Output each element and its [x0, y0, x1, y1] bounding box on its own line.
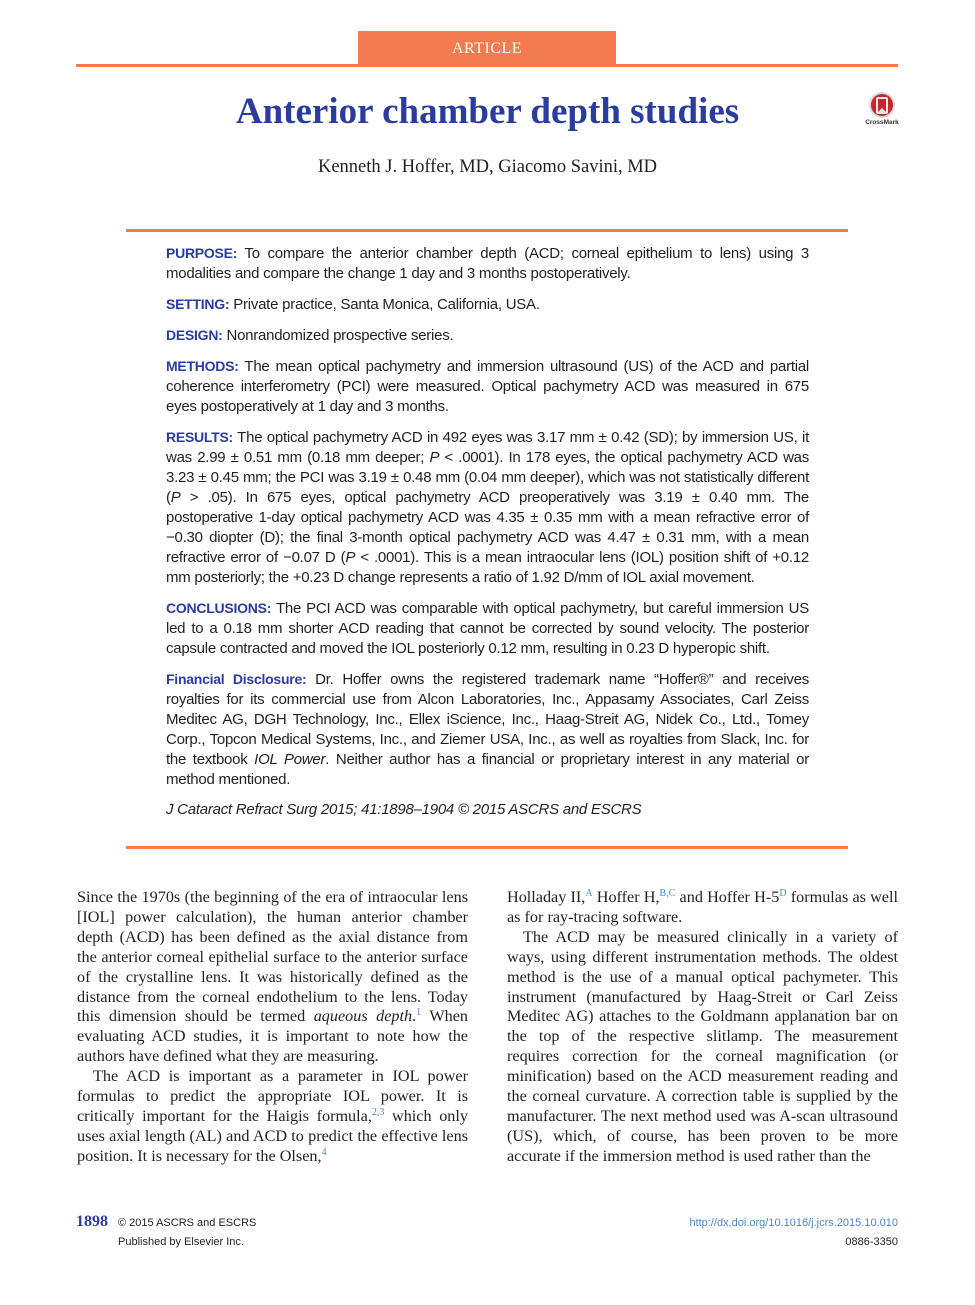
article-type-tab: ARTICLE [358, 31, 616, 65]
financial-text: . Neither author has a financial or proprietary interest in any material or method mentioned. [166, 751, 809, 788]
abstract-design [166, 325, 809, 346]
reference-link[interactable]: 1 [416, 1007, 422, 1019]
body-paragraph: The ACD may be measured clinically in a variety of ways, using different instrumentation methods. The oldest method is the use of a manual optical pachymeter. This instrument (manufactured by Haag-Streit or Carl Zeiss Meditec AG) attaches to the Goldmann applanation bar on the top of the respective slitlamp. The measurement requires correction for the corneal magnification (or minification) based on the ACD measurement reading and the corneal curvature. A correction table is supplied by the manufacturer. The next method used was A-scan ultrasound (US), which, of course, has been proven to be more accurate if the immersion method is used rather than the [507, 927, 898, 1165]
emphasis-term: aqueous depth [313, 1007, 413, 1026]
body-paragraph [507, 888, 898, 928]
abstract-setting [166, 294, 809, 315]
abstract-methods [166, 356, 809, 417]
results-text: > .05). In 675 eyes, optical pachymetry ACD preoperatively was 3.19 ± 0.40 mm. The postoperative 1-day optical pachymetry ACD was 4.35 ± 0.35 mm with a mean refractive error of −0.30 diopter (D); the final 3-month optical pachymetry ACD was 4.47 ± 0.31 mm, with a mean refractive error of −0.07 D ( [166, 489, 809, 566]
body-text: Holladay II, [507, 888, 586, 906]
body-text: Hoffer H, [592, 888, 660, 906]
abstract-results [166, 427, 809, 588]
issn: 0886-3350 [845, 1236, 898, 1248]
reference-link[interactable]: A [585, 888, 593, 899]
reference-link[interactable]: D [779, 888, 787, 899]
body-text: The ACD is important as a parameter in IOL power formulas to predict the appropriate IOL power. It is critically important for the Haigis formula, [77, 1067, 468, 1125]
financial-disclosure [166, 669, 809, 790]
setting-text: Private practice, Santa Monica, California, USA. [229, 296, 540, 313]
results-label: RESULTS: [166, 429, 233, 445]
p-value-symbol: P [429, 449, 440, 466]
abstract-bottom-rule [126, 846, 848, 849]
purpose-label: PURPOSE: [166, 245, 238, 261]
reference-link[interactable]: 2,3 [371, 1106, 385, 1118]
page-number: 1898 [76, 1213, 108, 1230]
footer-copyright: © 2015 ASCRS and ESCRS [118, 1217, 257, 1229]
header-rule [76, 64, 898, 67]
reference-link[interactable]: 4 [321, 1146, 327, 1158]
body-paragraph [77, 1067, 468, 1167]
body-text: When evaluating ACD studies, it is important to note how the authors have defined what they are measuring. [77, 1007, 469, 1066]
journal-citation: J Cataract Refract Surg 2015; 41:1898–1904 © 2015 ASCRS and ESCRS [166, 801, 642, 818]
methods-label: METHODS: [166, 358, 239, 374]
body-column-left [77, 888, 468, 1167]
body-text: which only uses axial length (AL) and ACD to predict the effective lens position. It is necessary for the Olsen, [77, 1106, 468, 1165]
abstract [166, 243, 809, 830]
book-title: IOL Power [254, 751, 326, 768]
design-text: Nonrandomized prospective series. [222, 327, 454, 344]
results-text: The optical pachymetry ACD in 492 eyes was 3.17 mm ± 0.42 (SD); by immersion US, it was 2.99 ± 0.51 mm (0.18 mm deeper; [166, 429, 809, 466]
abstract-purpose [166, 243, 809, 284]
abstract-top-rule [126, 229, 848, 232]
methods-text: The mean optical pachymetry and immersion ultrasound (US) of the ACD and partial coherence interferometry (PCI) were measured. Optical pachymetry ACD was measured in 675 eyes postoperatively at 1 day and 3 months. [166, 358, 809, 415]
financial-label: Financial Disclosure: [166, 671, 307, 687]
footer-publisher: Published by Elsevier Inc. [118, 1236, 244, 1248]
financial-text: Dr. Hoffer owns the registered trademark name “Hoffer®” and receives royalties for its commercial use from Alcon Laboratories, Inc., Appasamy Associates, Carl Zeiss Meditec AG, DGH Technology, Inc., Ellex iScience, Inc., Haag-Streit AG, Nidek Co., Ltd., Tomey Corp., Topcon Medical Systems, Inc., and Ziemer USA, Inc., as well as royalties from Slack, Inc. for the textbook [166, 671, 809, 768]
results-text: < .0001). This is a mean intraocular lens (IOL) position shift of +0.12 mm posteriorly; the +0.23 D change represents a ratio of 1.92 D/mm of IOL axial movement. [166, 549, 810, 586]
abstract-conclusions [166, 598, 809, 659]
body-text: Since the 1970s (the beginning of the era of intraocular lens [IOL] power calculation), the human anterior chamber depth (ACD) has been defined as the axial distance from the anterior corneal epithelial surface to the anterior surface of the crystalline lens. It was historically defined as the distance from the corneal endothelium to the lens. Today this dimension should be termed [77, 888, 468, 1026]
conclusions-label: CONCLUSIONS: [166, 600, 272, 616]
p-value-symbol: P [170, 489, 181, 506]
body-text: and Hoffer H-5 [675, 888, 780, 906]
article-title: Anterior chamber depth studies [235, 91, 740, 132]
doi-link[interactable]: http://dx.doi.org/10.1016/j.jcrs.2015.10.010 [689, 1217, 898, 1229]
body-text: . [412, 1007, 417, 1026]
setting-label: SETTING: [166, 296, 230, 312]
results-text: < .0001). In 178 eyes, the optical pachymetry ACD was 3.23 ± 0.45 mm; the PCI was 3.19 ± 0.48 mm (0.04 mm deeper), which was not statistically different ( [166, 449, 809, 506]
conclusions-text: The PCI ACD was comparable with optical pachymetry, but careful immersion US led to a 0.18 mm shorter ACD reading that cannot be corrected by sound velocity. The posterior capsule contracted and moved the IOL posteriorly 0.12 mm, resulting in 0.23 D hyperopic shift. [166, 600, 809, 657]
body-paragraph [77, 888, 468, 1067]
body-text: formulas as well as for ray-tracing software. [507, 888, 898, 926]
body-column-right [507, 888, 898, 1167]
purpose-text: To compare the anterior chamber depth (ACD; corneal epithelium to lens) using 3 modalities and compare the change 1 day and 3 months postoperatively. [166, 245, 809, 282]
author-list: Kenneth J. Hoffer, MD, Giacomo Savini, MD [317, 157, 658, 177]
crossmark-label: CrossMark [865, 119, 899, 126]
reference-link[interactable]: B,C [659, 888, 676, 899]
p-value-symbol: P [345, 549, 356, 566]
design-label: DESIGN: [166, 327, 223, 343]
